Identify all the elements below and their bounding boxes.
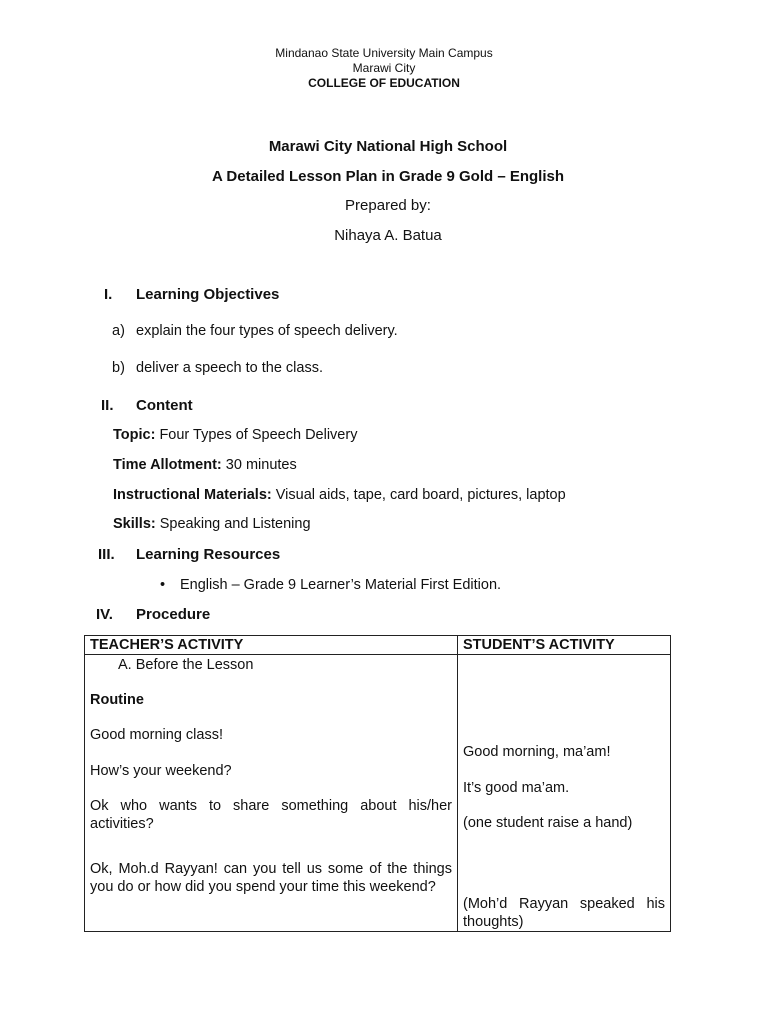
- author-name: Nihaya A. Batua: [334, 227, 442, 244]
- skills-value: Speaking and Listening: [155, 516, 311, 532]
- objective-letter-b: b): [112, 360, 125, 376]
- topic-key: Topic:: [113, 427, 156, 443]
- time-allotment-line: [113, 457, 297, 473]
- campus-name: Mindanao State University Main Campus: [275, 46, 493, 60]
- section-number-4: IV.: [96, 606, 113, 623]
- section-number-2: II.: [101, 397, 114, 414]
- college-name: COLLEGE OF EDUCATION: [308, 76, 460, 90]
- topic-line: [113, 427, 357, 443]
- teacher-line-3: Ok who wants to share something about his/her activities?: [90, 798, 452, 832]
- student-line-1: Good morning, ma’am!: [463, 744, 611, 760]
- student-line-4: (Moh’d Rayyan speaked his thoughts): [463, 896, 665, 930]
- table-body-row: [85, 655, 671, 932]
- resource-text: English – Grade 9 Learner’s Material First Edition.: [180, 577, 502, 593]
- section-number-1: I.: [104, 286, 113, 303]
- teacher-line-4: Ok, Moh.d Rayyan! can you tell us some of the things you do or how did you spend your time this weekend?: [90, 861, 452, 895]
- lesson-plan-title: A Detailed Lesson Plan in Grade 9 Gold – English: [211, 168, 565, 185]
- routine-label: Routine: [90, 692, 144, 708]
- objective-text-a: explain the four types of speech delivery.: [136, 323, 398, 339]
- materials-line: [113, 487, 566, 503]
- skills-line: [113, 516, 311, 532]
- materials-key: Instructional Materials:: [113, 487, 272, 503]
- prepared-by-label: Prepared by:: [345, 197, 431, 214]
- city-name: Marawi City: [352, 61, 416, 75]
- procedure-table: [84, 635, 671, 932]
- resource-bullet-item: [160, 577, 501, 593]
- teacher-line-1: Good morning class!: [90, 727, 223, 743]
- time-allotment-key: Time Allotment:: [113, 457, 222, 473]
- section-number-3: III.: [98, 546, 115, 563]
- section-title-procedure: Procedure: [136, 606, 211, 623]
- school-name: Marawi City National High School: [268, 138, 508, 155]
- before-lesson-subhead: A. Before the Lesson: [118, 657, 254, 673]
- teacher-activity-header: TEACHER’S ACTIVITY: [85, 636, 458, 655]
- section-title-resources: Learning Resources: [136, 546, 281, 563]
- student-line-2: It’s good ma’am.: [463, 780, 570, 796]
- teacher-activity-cell: [85, 655, 458, 932]
- student-line-3: (one student raise a hand): [463, 815, 633, 831]
- student-activity-header: STUDENT’S ACTIVITY: [458, 636, 671, 655]
- objective-text-b: deliver a speech to the class.: [136, 360, 323, 376]
- time-allotment-value: 30 minutes: [221, 457, 297, 473]
- objective-letter-a: a): [112, 323, 125, 339]
- table-header-row: [85, 636, 671, 655]
- teacher-line-2: How’s your weekend?: [90, 763, 232, 779]
- bullet-icon: •: [160, 577, 166, 593]
- student-activity-cell: [458, 655, 671, 932]
- skills-key: Skills:: [113, 516, 156, 532]
- section-title-content: Content: [136, 397, 193, 414]
- section-title-objectives: Learning Objectives: [136, 286, 280, 303]
- topic-value: Four Types of Speech Delivery: [155, 427, 358, 443]
- materials-value: Visual aids, tape, card board, pictures, laptop: [271, 487, 566, 503]
